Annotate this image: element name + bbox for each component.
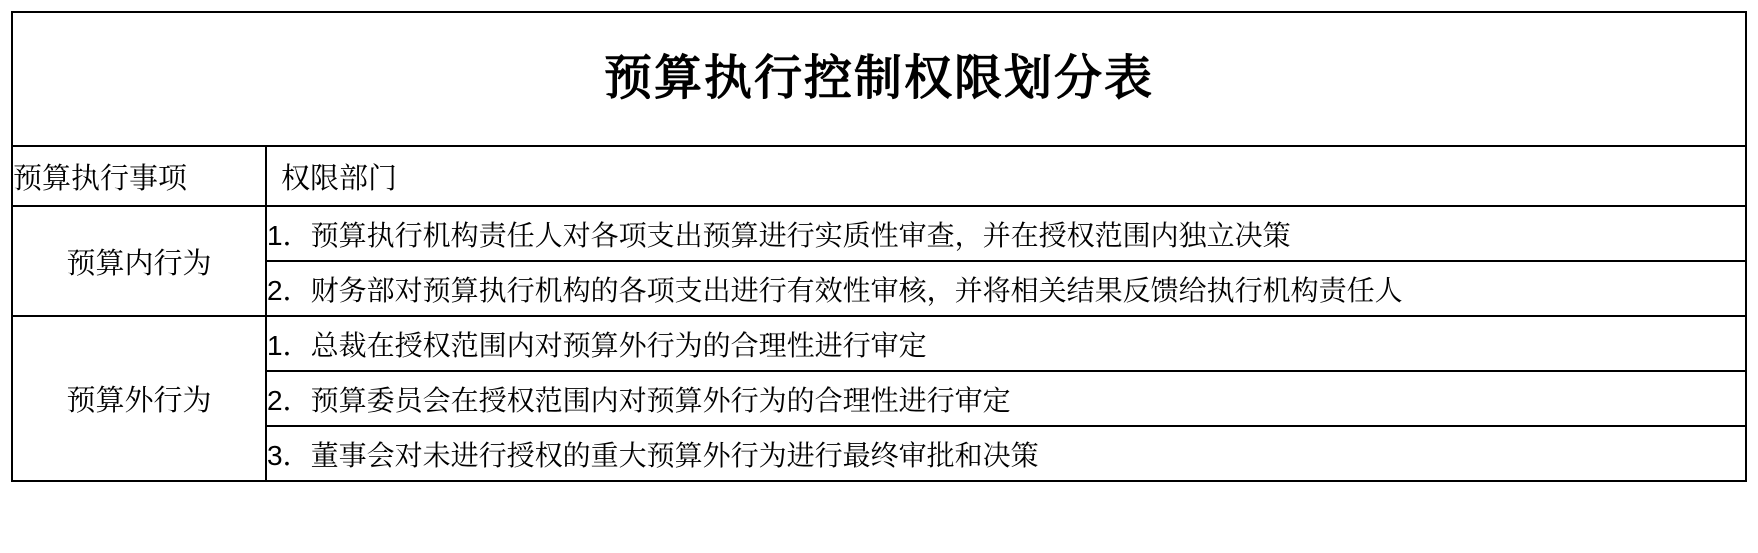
table-row <box>12 316 1746 371</box>
table-row <box>12 371 1746 426</box>
table-row <box>12 261 1746 316</box>
list-item: 1．总裁在授权范围内对预算外行为的合理性进行审定 <box>266 316 1746 371</box>
group-label-external: 预算外行为 <box>12 316 266 481</box>
table-title-cell <box>12 12 1746 146</box>
table-row <box>12 206 1746 261</box>
table-row <box>12 426 1746 481</box>
column-header-department: 权限部门 <box>266 146 1746 206</box>
list-item: 2．预算委员会在授权范围内对预算外行为的合理性进行审定 <box>266 371 1746 426</box>
budget-authority-table <box>11 11 1747 482</box>
group-label-internal: 预算内行为 <box>12 206 266 316</box>
list-item: 3．董事会对未进行授权的重大预算外行为进行最终审批和决策 <box>266 426 1746 481</box>
table-header-row <box>12 146 1746 206</box>
list-item: 1．预算执行机构责任人对各项支出预算进行实质性审查，并在授权范围内独立决策 <box>266 206 1746 261</box>
list-item: 2．财务部对预算执行机构的各项支出进行有效性审核，并将相关结果反馈给执行机构责任人 <box>266 261 1746 316</box>
column-header-item: 预算执行事项 <box>12 146 266 206</box>
page-title: 预算执行控制权限划分表 <box>603 52 1154 106</box>
table-title-row <box>12 12 1746 146</box>
document-page <box>0 11 1758 553</box>
